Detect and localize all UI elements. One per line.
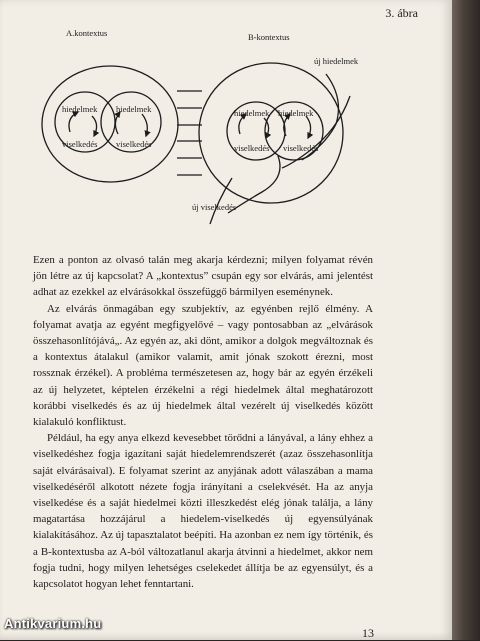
paragraph-2: Az elvárás önmagában egy szubjektív, az egyénben rejlő élmény. A folyamat avatja az egyént megfigyelővé – vagy pontosabban az „elvárások összehasonlítójává„. Az egyén az, aki dönt, amikor a dolgok megváltoznak és a kontextus átalakul (amikor valamit, amit jónak szokott érezni, most rossznak érzékel). A probléma természetesen az, hogy bár az egyén érzékeli az új helyzetet, képtelen érzékelni a régi hiedelmek által meghatározott korábbi viselkedés és az új hiedelmek által vezérelt új viselkedés között kialakuló konfliktust. xyxy=(33,302,373,429)
context-a-circle xyxy=(42,66,178,182)
book-spine xyxy=(452,0,480,640)
left-cycle-arrow-1 xyxy=(69,112,78,132)
watermark: Antikvarium.hu xyxy=(4,616,102,631)
page-number: 13 xyxy=(362,626,374,640)
left-beliefs-label-1: hiedelmek xyxy=(62,104,98,114)
connector-lines xyxy=(177,91,202,175)
context-b-title: B-kontextus xyxy=(248,32,290,42)
context-a-title: A.kontextus xyxy=(66,28,108,38)
right-behavior-label-1: viselkedés xyxy=(234,143,270,153)
right-beliefs-label-2: hiedelmek xyxy=(278,108,314,118)
new-behavior-cross-line xyxy=(210,178,232,224)
left-beliefs-label-2: hiedelmek xyxy=(116,104,152,114)
left-behavior-label-1: viselkedés xyxy=(62,139,98,149)
new-beliefs-label: új hiedelmek xyxy=(314,56,359,66)
left-behavior-label-2: viselkedés xyxy=(116,139,152,149)
body-text xyxy=(33,252,373,592)
right-behavior-label-2: viselkedés xyxy=(283,143,319,153)
paragraph-1: Ezen a ponton az olvasó talán meg akarja kérdezni; milyen folyamat révén jön létre az új kapcsolat? A „kontextus” csupán egy sor elvárás, ami jelentést adhat az ezekkel az elvárásokkal összefüggő bármilyen eseménynek. xyxy=(33,254,373,299)
right-beliefs-label: hiedelmek xyxy=(234,108,270,118)
left-cycle-arrow-2 xyxy=(92,116,97,136)
new-belief-line-2 xyxy=(282,96,350,168)
context-diagram xyxy=(0,20,452,248)
right-cycle-arrow-4 xyxy=(306,116,311,138)
paragraph-3: Például, ha egy anya elkezd kevesebbet törődni a lányával, a lány ehhez a viselkedéshez fogja igazítani saját hiedelemrendszerét (azaz összehasonlítja saját elvárásaival). E folyamat szerint az anyjának adott válaszában a mama viselkedéséről alkotott nézete fogja irányítani a cselekvését. Ha az anyja viselkedése és a saját hiedelmei közti illeszkedést elég jónak találja, a lány magatartása hozzájárul a hiedelem-viselkedés új egyensúlyának kialakításához. Az új tapasztalatot beépíti. Ha azonban ez nem így történik, és a B-kontextusba az A-ból változatlanul akarja átvinni a hiedelmet, akkor nem fogja tudni, hogy milyen lehetséges cselekedet állítja be az egyensúlyt, és a kapcsolatot hogyan lehet fenntartani. xyxy=(33,432,373,591)
context-b-circle xyxy=(199,63,343,203)
figure-label: 3. ábra xyxy=(385,6,418,20)
left-cycle-arrow-3 xyxy=(115,112,120,134)
new-behavior-label: új viselkedés xyxy=(192,202,237,212)
left-cycle-arrow-4 xyxy=(142,114,147,136)
